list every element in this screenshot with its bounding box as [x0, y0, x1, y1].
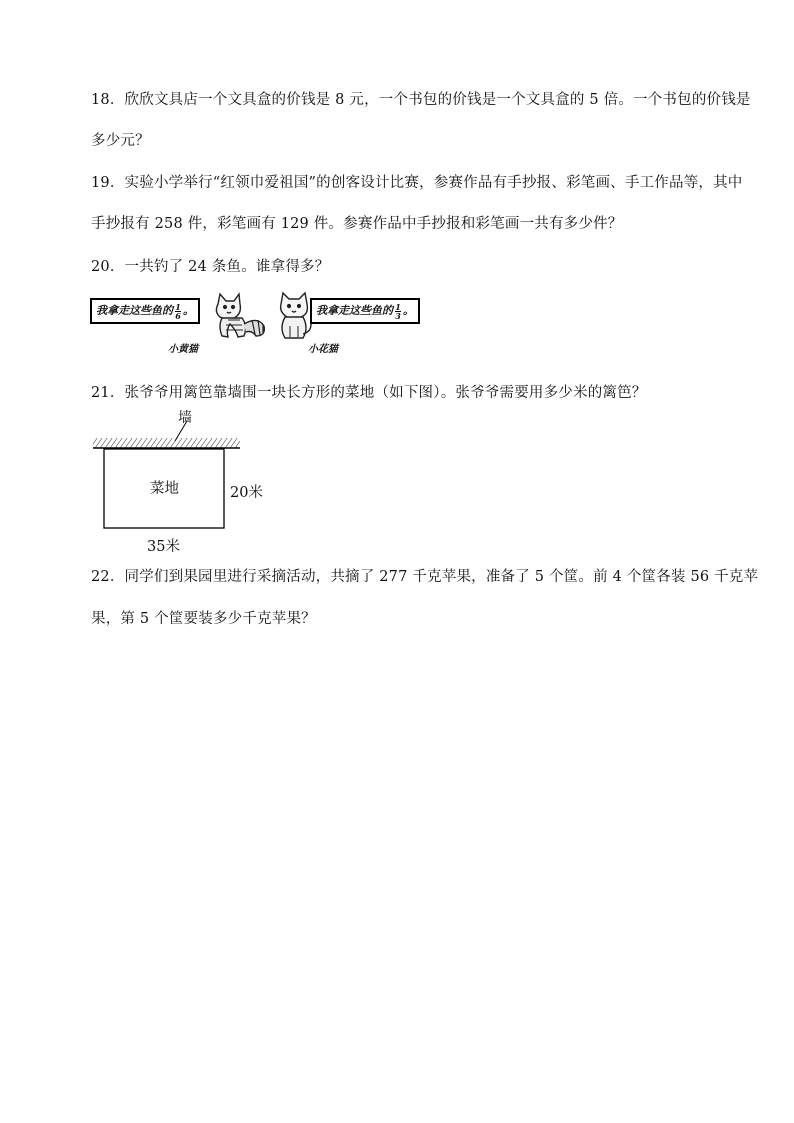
plot-width-label: 35米 [147, 539, 180, 555]
flower-cat-fraction [395, 303, 401, 320]
question-22-line-2: 果，第 5 个筐要装多少千克苹果？ [91, 611, 316, 627]
flower-cat-speech-bubble [310, 298, 420, 324]
yellow-cat-fraction [175, 303, 181, 320]
flower-cat-fraction-denominator: 3 [395, 310, 401, 321]
question-19-line-2: 手抄报有 258 件，彩笔画有 129 件。参赛作品中手抄报和彩笔画一共有多少件？ [91, 216, 623, 232]
question-21-line-1: 21．张爷爷用篱笆靠墙围一块长方形的菜地（如下图）。张爷爷需要用多少米的篱笆？ [91, 385, 647, 401]
garden-drawing [90, 405, 270, 555]
plot-label: 菜地 [150, 481, 179, 497]
wall-hatching [93, 438, 240, 448]
question-18-line-2: 多少元？ [91, 133, 150, 149]
question-20-line-1: 20．一共钓了 24 条鱼。谁拿得多？ [91, 259, 330, 275]
flower-cat-speech-text: 我拿走这些鱼的 [316, 304, 393, 317]
cats-fish-figure [90, 288, 430, 356]
question-18-line-1: 18．欣欣文具店一个文具盒的价钱是 8 元，一个书包的价钱是一个文具盒的 5 倍。一个书包的价钱是 [91, 92, 751, 108]
yellow-cat-speech-bubble [90, 298, 200, 324]
yellow-cat-speech-end: 。 [183, 304, 194, 317]
yellow-cat-fraction-numerator: 1 [175, 301, 181, 312]
question-19-line-1: 19．实验小学举行“红领巾爱祖国”的创客设计比赛，参赛作品有手抄报、彩笔画、手工作品等，其中 [91, 175, 743, 191]
wall-label: 墙 [178, 410, 192, 426]
flower-cat-illustration [275, 290, 315, 342]
flower-cat-speech-end: 。 [403, 304, 414, 317]
question-22-line-1: 22．同学们到果园里进行采摘活动，共摘了 277 千克苹果，准备了 5 个筐。前 4 个筐各装 56 千克苹 [91, 569, 759, 585]
vegetable-garden-diagram [90, 405, 270, 555]
yellow-cat-speech-text: 我拿走这些鱼的 [96, 304, 173, 317]
yellow-cat-label: 小黄猫 [168, 344, 198, 355]
yellow-cat-illustration [208, 290, 270, 342]
yellow-cat-fraction-denominator: 6 [175, 310, 181, 321]
plot-height-label: 20米 [230, 485, 263, 501]
flower-cat-fraction-numerator: 1 [395, 301, 401, 312]
flower-cat-label: 小花猫 [308, 344, 338, 355]
